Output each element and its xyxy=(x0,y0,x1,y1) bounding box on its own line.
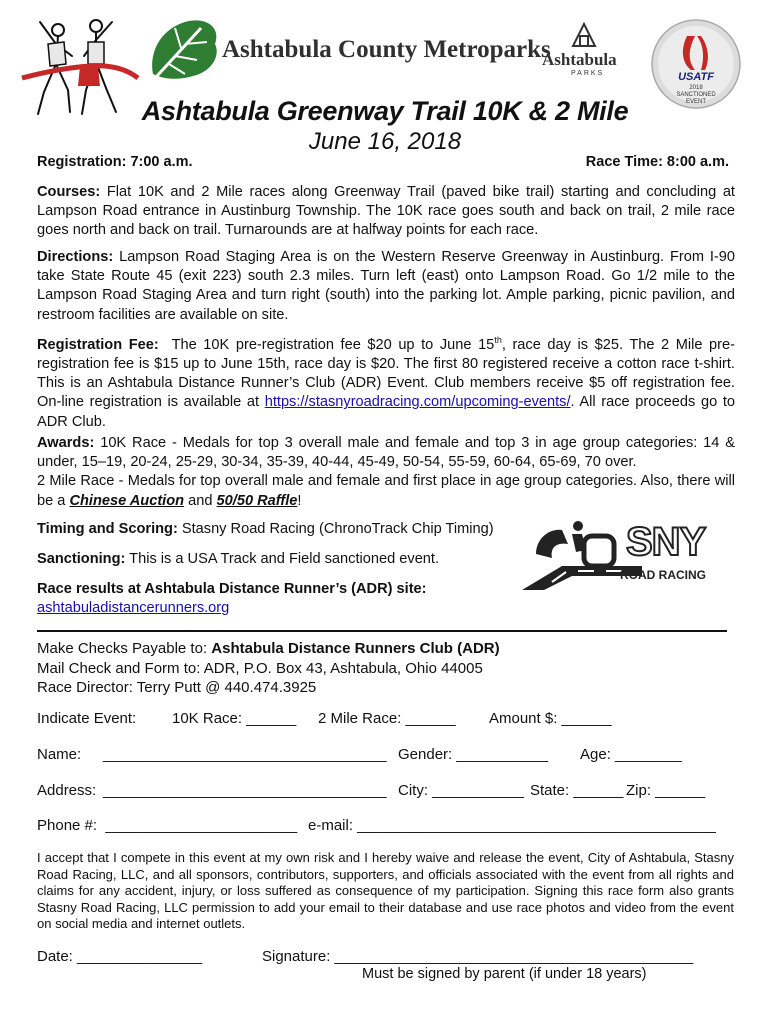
sanctioning-label: Sanctioning: xyxy=(37,551,126,567)
checks-payable-line xyxy=(37,640,500,657)
directions-text: Lampson Road Staging Area is on the Western Reserve Greenway in Austinburg. From I-90 take State Route 45 (exit 223) south 2.3 miles. Turn left (east) onto Lampson Road. Go 1/2 mile to the Lampson Road Staging Area and turn right (south) into the parking lot. Ample parking, picnic pavilion, and restroom facilities are available on site. xyxy=(37,249,735,323)
timing-text: Stasny Road Racing (ChronoTrack Chip Timing) xyxy=(177,521,494,537)
fee-text-c: . All race proceeds go to ADR Club. xyxy=(37,394,735,430)
email-field[interactable]: e-mail: ___________________________________________ xyxy=(308,817,716,834)
online-registration-link[interactable]: https://stasnyroadracing.com/upcoming-events/ xyxy=(264,394,571,411)
chinese-auction: Chinese Auction xyxy=(69,492,185,509)
results-block xyxy=(37,580,517,618)
usatf-badge-line-3: EVENT xyxy=(685,99,706,105)
stasny-logo xyxy=(522,514,720,590)
ashtabula-parks-icon xyxy=(571,22,597,48)
time-row xyxy=(37,154,735,170)
awards-label: Awards: xyxy=(37,435,95,451)
awards-2mile-text: 2 Mile Race - Medals for top overall male and female and first place in age group categories. Also, there will be a xyxy=(37,473,735,509)
results-label: Race results at Ashtabula Distance Runner’s (ADR) site: xyxy=(37,581,427,597)
registration-fee-paragraph xyxy=(37,331,735,432)
courses-text: Flat 10K and 2 Mile races along Greenway Trail (paved bike trail) starting and concluding at Lampson Road entrance in Austinburg Township. The 10K race goes south and back on trail, 2 mile race goes north and back on trail. Turnarounds are at halfway points for each race. xyxy=(37,184,735,239)
metroparks-name: Ashtabula County Metroparks xyxy=(222,36,551,63)
date-field[interactable]: Date: _______________ xyxy=(37,948,203,965)
results-link[interactable]: ashtabuladistancerunners.org xyxy=(37,600,230,617)
director-line: Race Director: Terry Putt @ 440.474.3925 xyxy=(37,679,317,696)
metroparks-leaf-logo xyxy=(145,14,225,86)
fee-text-b: , race day is $25. The 2 Mile pre-registration fee is $15 up to June 15th, race day is $20. The first 80 registered receive a cotton race t-shirt. This is an Ashtabula Distance Runner’s Club (ADR) Event. Club members receive $5 off registration fee. On-line registration is available at xyxy=(37,336,735,411)
awards-and: and xyxy=(184,492,217,509)
mail-line: Mail Check and Form to: ADR, P.O. Box 43, Ashtabula, Ohio 44005 xyxy=(37,660,483,677)
section-divider xyxy=(37,630,727,632)
name-label: Name: xyxy=(37,746,82,763)
fee-superscript: th xyxy=(494,335,502,345)
signature-field[interactable]: Signature: ___________________________________________ xyxy=(262,948,694,965)
awards-paragraph xyxy=(37,434,735,511)
checks-payee: Ashtabula Distance Runners Club (ADR) xyxy=(211,640,500,657)
timing-label: Timing and Scoring: xyxy=(37,521,178,537)
stasny-name: SNY xyxy=(626,520,706,564)
raffle: 50/50 Raffle xyxy=(216,492,298,509)
awards-10k-text: 10K Race - Medals for top 3 overall male and female and top 3 in age group categories: 14 & under, 15–19, 20-24, 25-29, 30-34, 35-39, 40-44, 45-49, 50-54, 55-59, 60-64, 65-69, 70 over. xyxy=(37,435,735,471)
directions-paragraph xyxy=(37,248,735,325)
courses-paragraph xyxy=(37,183,735,241)
stasny-sub: ROAD RACING xyxy=(620,568,706,582)
event-date: June 16, 2018 xyxy=(308,128,462,155)
parent-signature-note: Must be signed by parent (if under 18 years) xyxy=(362,966,647,982)
sanctioning-line xyxy=(37,550,517,569)
registration-fee-label: Registration Fee: xyxy=(37,336,159,353)
race-time: Race Time: 8:00 a.m. xyxy=(585,154,729,170)
phone-field[interactable]: Phone #: _______________________ xyxy=(37,817,298,834)
age-field[interactable]: Age: ________ xyxy=(580,746,682,763)
ashtabula-parks-name: Ashtabula xyxy=(542,50,617,69)
indicate-event-label: Indicate Event: xyxy=(37,710,137,727)
awards-end: ! xyxy=(297,492,302,509)
address-field[interactable]: __________________________________ xyxy=(103,782,387,799)
usatf-badge-line-2: SANCTIONED xyxy=(676,92,716,98)
courses-label: Courses: xyxy=(37,184,101,200)
ashtabula-parks-sub: PARKS xyxy=(571,70,605,77)
directions-label: Directions: xyxy=(37,249,114,265)
registration-time: Registration: 7:00 a.m. xyxy=(37,154,193,170)
city-field[interactable]: City: ___________ xyxy=(398,782,524,799)
2mile-race-field[interactable]: 2 Mile Race: ______ xyxy=(318,710,456,727)
waiver-text: I accept that I compete in this event at my own risk and I hereby waive and release the event, City of Ashtabula, Stasny Road Racing, LLC, and all sponsors, contributors, supporters, and officials associated with the event from all rights and claims for any accident, injury, or loss suffered as consequence of my participation. Signing this race form also grants Stasny Road Racing, LLC permission to add your email to their database and use race photos and video from the event on social media and internet outlets. xyxy=(37,850,734,932)
checks-prefix: Make Checks Payable to: xyxy=(37,640,212,657)
fee-text-a: The 10K pre-registration fee $20 up to June 15 xyxy=(158,336,495,353)
state-field[interactable]: State: ______ xyxy=(530,782,624,799)
gender-field[interactable]: Gender: ___________ xyxy=(398,746,549,763)
usatf-badge-line-1: 2018 xyxy=(689,85,703,91)
address-label: Address: xyxy=(37,782,97,799)
sanctioning-text: This is a USA Track and Field sanctioned event. xyxy=(125,551,440,567)
amount-field[interactable]: Amount $: ______ xyxy=(489,710,612,727)
zip-field[interactable]: Zip: ______ xyxy=(626,782,706,799)
event-title: Ashtabula Greenway Trail 10K & 2 Mile xyxy=(141,96,629,126)
timing-line xyxy=(37,520,517,539)
usatf-name: USATF xyxy=(678,71,714,83)
name-field[interactable]: __________________________________ xyxy=(103,746,387,763)
10k-race-field[interactable]: 10K Race: ______ xyxy=(172,710,297,727)
